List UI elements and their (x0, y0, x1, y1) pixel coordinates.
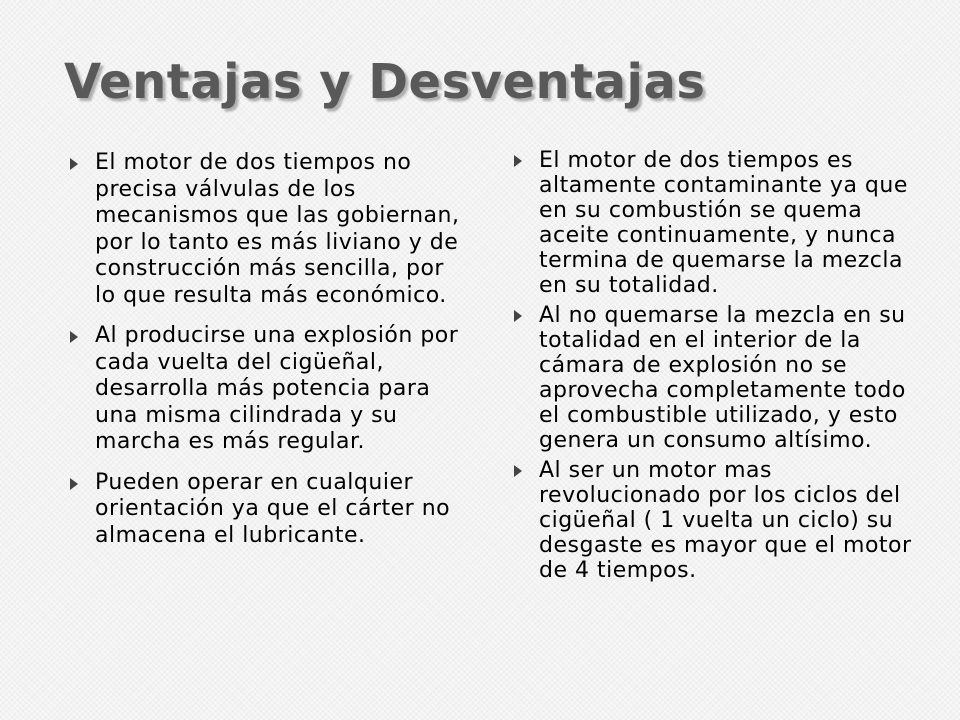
triangle-right-icon (70, 478, 78, 490)
advantages-list (70, 150, 470, 563)
triangle-right-icon (70, 331, 78, 343)
disadvantage-item (514, 303, 914, 453)
disadvantages-list (514, 148, 914, 588)
disadvantage-item (514, 458, 914, 583)
slide-title: Ventajas y Desventajas (64, 54, 706, 110)
advantage-text: Al producirse una explosión por cada vuelta del cigüeñal, desarrolla más potencia para una misma cilindrada y su marcha es más regular. (95, 323, 459, 454)
triangle-right-icon (514, 310, 522, 322)
advantage-text: Pueden operar en cualquier orientación ya que el cárter no almacena el lubricante. (95, 469, 451, 548)
advantage-text: El motor de dos tiempos no precisa válvulas de los mecanismos que las gobiernan, por lo tanto es más liviano y de construcción más sencilla, por lo que resulta más económico. (95, 150, 460, 308)
triangle-right-icon (70, 158, 78, 170)
disadvantage-text: Al ser un motor mas revolucionado por los ciclos del cigüeñal ( 1 vuelta un ciclo) su desgaste es mayor que el motor de 4 tiempos. (539, 458, 912, 583)
disadvantage-item (514, 148, 914, 298)
advantage-item (70, 323, 470, 456)
advantage-item (70, 470, 470, 550)
disadvantage-text: Al no quemarse la mezcla en su totalidad en el interior de la cámara de explosión no se aprovecha completamente todo el combustible utilizado, y esto genera un consumo altísimo. (539, 303, 906, 453)
triangle-right-icon (514, 155, 522, 167)
triangle-right-icon (514, 465, 522, 477)
disadvantage-text: El motor de dos tiempos es altamente contaminante ya que en su combustión se quema aceite continuamente, y nunca termina de quemarse la mezcla en su totalidad. (539, 148, 908, 298)
advantage-item (70, 150, 470, 309)
